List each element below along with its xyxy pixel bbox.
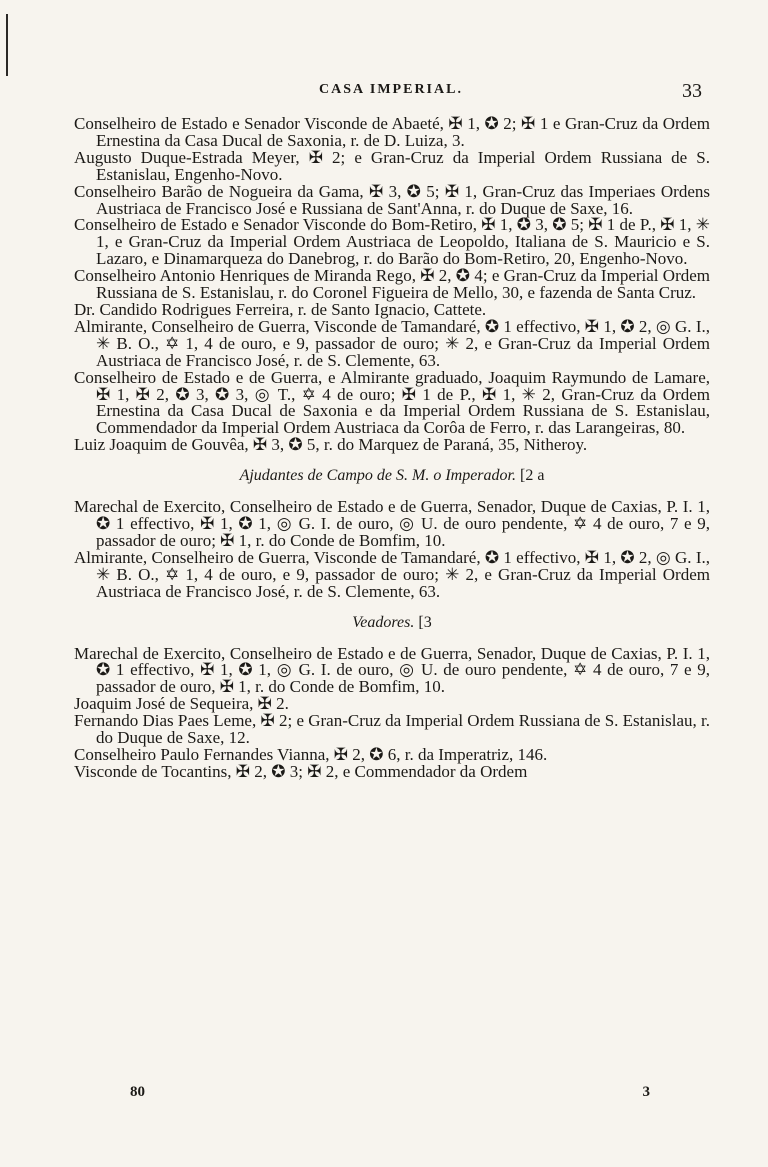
list-entry: Conselheiro de Estado e Senador Visconde de Abaeté, ✠ 1, ✪ 2; ✠ 1 e Gran-Cruz da Ordem Ernestina da Casa Ducal de Saxonia, r. de D. Luiza, 3. — [74, 114, 710, 150]
list-entry: Luiz Joaquim de Gouvêa, ✠ 3, ✪ 5, r. do Marquez de Paraná, 35, Nitheroy. — [74, 435, 588, 455]
section-heading-ajudantes — [74, 467, 710, 485]
list-entry: Joaquim José de Sequeira, ✠ 2. — [74, 694, 289, 714]
section-title: Ajudantes de Campo de S. M. o Imperador. — [239, 467, 516, 485]
list-entry: Almirante, Conselheiro de Guerra, Visconde de Tamandaré, ✪ 1 effectivo, ✠ 1, ✪ 2, ◎ G. I., ✳ B. O., ✡ 1, 4 de ouro, e 9, passador de ouro; ✳ 2, e Gran-Cruz da Imperial Ordem Austriaca de Francisco José, r. de S. Clemente, 63. — [74, 316, 710, 370]
list-entry: Almirante, Conselheiro de Guerra, Visconde de Tamandaré, ✪ 1 effectivo, ✠ 1, ✪ 2, ◎ G. I., ✳ B. O., ✡ 1, 4 de ouro, e 9, passador de ouro; ✳ 2, e Gran-Cruz da Imperial Ordem Austriaca de Francisco José, r. de S. Clemente, 63. — [74, 547, 710, 601]
list-entry: Marechal de Exercito, Conselheiro de Estado e de Guerra, Senador, Duque de Caxias, P. I. 1, ✪ 1 effectivo, ✠ 1, ✪ 1, ◎ G. I. de ouro, ◎ U. de ouro pendente, ✡ 4 de ouro, 7 e 9, passador de ouro; ✠ 1, r. do Conde de Bomfim, 10. — [74, 497, 710, 550]
list-entry: Fernando Dias Paes Leme, ✠ 2; e Gran-Cruz da Imperial Ordem Russiana de S. Estanislau, r. do Duque de Saxe, 12. — [74, 711, 710, 748]
page-number: 33 — [682, 80, 702, 102]
list-entry: Conselheiro Antonio Henriques de Miranda Rego, ✠ 2, ✪ 4; e Gran-Cruz da Imperial Ordem Russiana de S. Estanislau, r. do Coronel Figueira de Mello, 30, e fazenda de Santa Cruz. — [74, 266, 710, 303]
list-entry: Conselheiro Paulo Fernandes Vianna, ✠ 2, ✪ 6, r. da Imperatriz, 146. — [74, 745, 548, 764]
running-head: CASA IMPERIAL. — [319, 82, 463, 97]
list-entry: Visconde de Tocantins, ✠ 2, ✪ 3; ✠ 2, e Commendador da Ordem — [74, 761, 528, 781]
list-entry: Dr. Candido Rodrigues Ferreira, r. de Santo Ignacio, Cattete. — [74, 299, 487, 319]
section-heading-veadores — [74, 614, 710, 632]
list-entry: Marechal de Exercito, Conselheiro de Estado e de Guerra, Senador, Duque de Caxias, P. I. 1, ✪ 1 effectivo, ✠ 1, ✪ 1, ◎ G. I. de ouro, ◎ U. de ouro pendente, ✡ 4 de ouro, 7 e 9, passador de ouro, ✠ 1, r. do Conde de Bomfim, 10. — [74, 643, 710, 697]
section-title: Veadores. — [352, 613, 415, 631]
list-entry: Conselheiro Barão de Nogueira da Gama, ✠ 3, ✪ 5; ✠ 1, Gran-Cruz das Imperiaes Ordens Austriaca de Francisco José e Russiana de Sant'Anna, r. do Duque de Saxe, 16. — [74, 181, 710, 218]
signature-mark-right: 3 — [642, 1084, 650, 1100]
list-entry: Conselheiro de Estado e Senador Visconde do Bom-Retiro, ✠ 1, ✪ 3, ✪ 5; ✠ 1 de P., ✠ 1, ✳ 1, e Gran-Cruz da Imperial Ordem Austriaca de Leopoldo, Italiana de S. Mauricio e S. Lazaro, e Dinamarqueza do Danebrog, r. do Barão do Bom-Retiro, 20, Engenho-Novo. — [74, 215, 710, 269]
page-body — [74, 116, 710, 781]
section-note: [2 a — [519, 467, 545, 485]
signature-mark-left: 80 — [130, 1084, 145, 1100]
list-entry: Augusto Duque-Estrada Meyer, ✠ 2; e Gran-Cruz da Imperial Ordem Russiana de S. Estanislau, Engenho-Novo. — [74, 147, 710, 184]
page-header — [80, 80, 702, 110]
list-entry: Conselheiro de Estado e de Guerra, e Almirante graduado, Joaquim Raymundo de Lamare, ✠ 1, ✠ 2, ✪ 3, ✪ 3, ◎ T., ✡ 4 de ouro; ✠ 1 de P., ✠ 1, ✳ 2, Gran-Cruz da Ordem Ernestina da Casa Ducal de Saxonia e da Imperial Ordem Russiana de S. Estanislau, Commendador da Imperial Ordem Austriaca da Corôa de Ferro, r. das Larangeiras, 80. — [74, 367, 710, 438]
page-edge-mark — [6, 14, 8, 76]
section-note: [3 — [418, 613, 432, 631]
